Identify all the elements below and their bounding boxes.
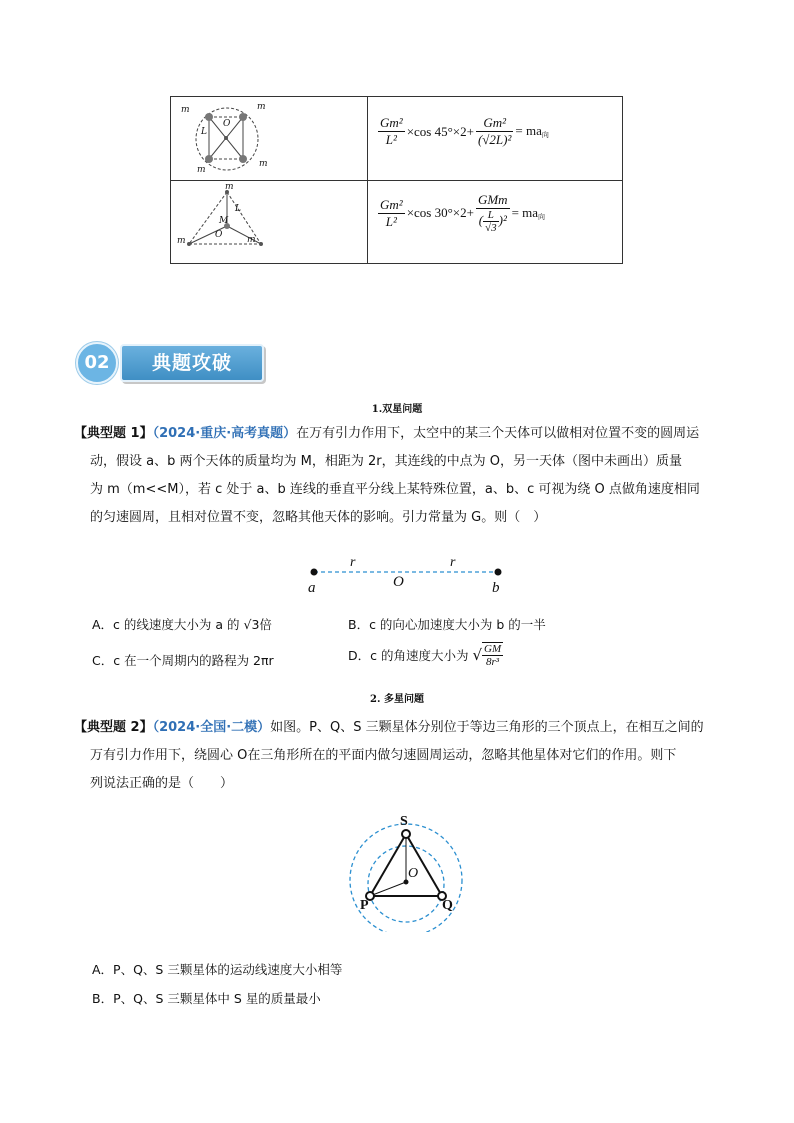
fraction: $\frac{\text{Gm²}}{\text{(√2L)²}}$ — [477, 115, 512, 147]
fraction: GMm ( $\frac{L}{√3}$ )² — [477, 192, 508, 234]
question-2 — [74, 714, 734, 798]
mass-label: m — [247, 235, 256, 245]
length-label: L — [235, 204, 241, 214]
option-d[interactable]: D．c 的角速度大小为 √ $\frac{GM}{\text{8r³}}$ — [348, 643, 502, 668]
center-label: O — [223, 119, 231, 129]
table-row — [171, 97, 622, 181]
option-b[interactable]: B．P、Q、S 三颗星体中 S 星的质量最小 — [92, 991, 321, 1006]
center-mass-label: M — [219, 216, 229, 226]
fraction: $\frac{\text{Gm²}}{\text{L²}}$ — [380, 196, 403, 229]
question-tag: 【典型题 2】 — [74, 720, 153, 735]
triple-star-figure — [346, 812, 466, 932]
three-star-formula: $\frac{\text{Gm²}}{\text{L²}}$ ×cos 30°×2+ GMm ( $\frac{L}{√3}$ )² = $ma_向$ — [380, 192, 546, 234]
question-text: 为 m（m<<M），若 c 处于 a、b 连线的垂直平分线上某特殊位置，a、b、c 可视为绕 O 点做角速度相同 — [90, 482, 700, 497]
four-star-formula: $\frac{\text{Gm²}}{\text{L²}}$ ×cos 45°×2+ $\frac{\text{Gm²}}{\text{(√2L)²}}$ = $ma_向$ — [380, 115, 549, 147]
binary-star-figure — [306, 566, 506, 580]
star-a-label: a — [308, 580, 316, 596]
four-star-diagram — [181, 101, 271, 177]
mass-label: m — [225, 182, 234, 192]
question-text: 在万有引力作用下，太空中的某三个天体可以做相对位置不变的圆周运 — [296, 426, 700, 441]
option-c[interactable]: C．c 在一个周期内的路程为 2πr — [92, 653, 274, 668]
option-a[interactable]: A．c 的线速度大小为 a 的 √3倍 — [92, 617, 272, 632]
center-label: O — [215, 230, 223, 240]
distance-label: r — [450, 555, 456, 570]
question-source: （2024·全国·二模） — [152, 720, 271, 735]
section-number: 02 — [76, 342, 118, 384]
question-text: 万有引力作用下，绕圆心 O在三角形所在的平面内做匀速圆周运动，忽略其他星体对它们的作用。则下 — [90, 748, 677, 763]
question-text: 列说法正确的是（ ） — [90, 776, 234, 791]
topic-heading: 2. 多星问题 — [370, 694, 424, 705]
mass-label: m — [197, 165, 206, 175]
mass-label: m — [177, 236, 186, 246]
option-b[interactable]: B．c 的向心加速度大小为 b 的一半 — [348, 617, 546, 632]
center-label: O — [393, 574, 404, 590]
question-tag: 【典型题 1】 — [74, 426, 153, 441]
question-text: 如图。P、Q、S 三颗星体分别位于等边三角形的三个顶点上，在相互之间的 — [270, 720, 704, 735]
length-label: L — [201, 127, 207, 137]
question-text: 的匀速圆周，且相对位置不变，忽略其他天体的影响。引力常量为 G。则（ ） — [90, 510, 547, 525]
center-label: O — [408, 866, 419, 881]
question-1 — [74, 420, 734, 532]
question-source: （2024·重庆·高考真题） — [152, 426, 297, 441]
section-badge — [76, 339, 261, 383]
question-text: 动，假设 a、b 两个天体的质量均为 M，相距为 2r，其连线的中点为 O，另一天体（图中未画出）质量 — [90, 454, 682, 469]
star-q-label: Q — [442, 898, 453, 913]
star-p-label: P — [360, 898, 369, 913]
mass-label: m — [181, 105, 190, 115]
mass-label: m — [259, 159, 268, 169]
star-s-label: S — [400, 814, 408, 829]
fraction: $\frac{\text{Gm²}}{\text{L²}}$ — [380, 115, 403, 147]
section-title: 典题攻破 — [120, 344, 264, 382]
mass-label: m — [257, 102, 266, 112]
star-b-label: b — [492, 580, 500, 596]
table-row — [171, 180, 622, 263]
option-a[interactable]: A．P、Q、S 三颗星体的运动线速度大小相等 — [92, 962, 343, 977]
distance-label: r — [350, 555, 356, 570]
formula-table — [170, 96, 623, 264]
topic-heading: 1.双星问题 — [371, 404, 423, 415]
